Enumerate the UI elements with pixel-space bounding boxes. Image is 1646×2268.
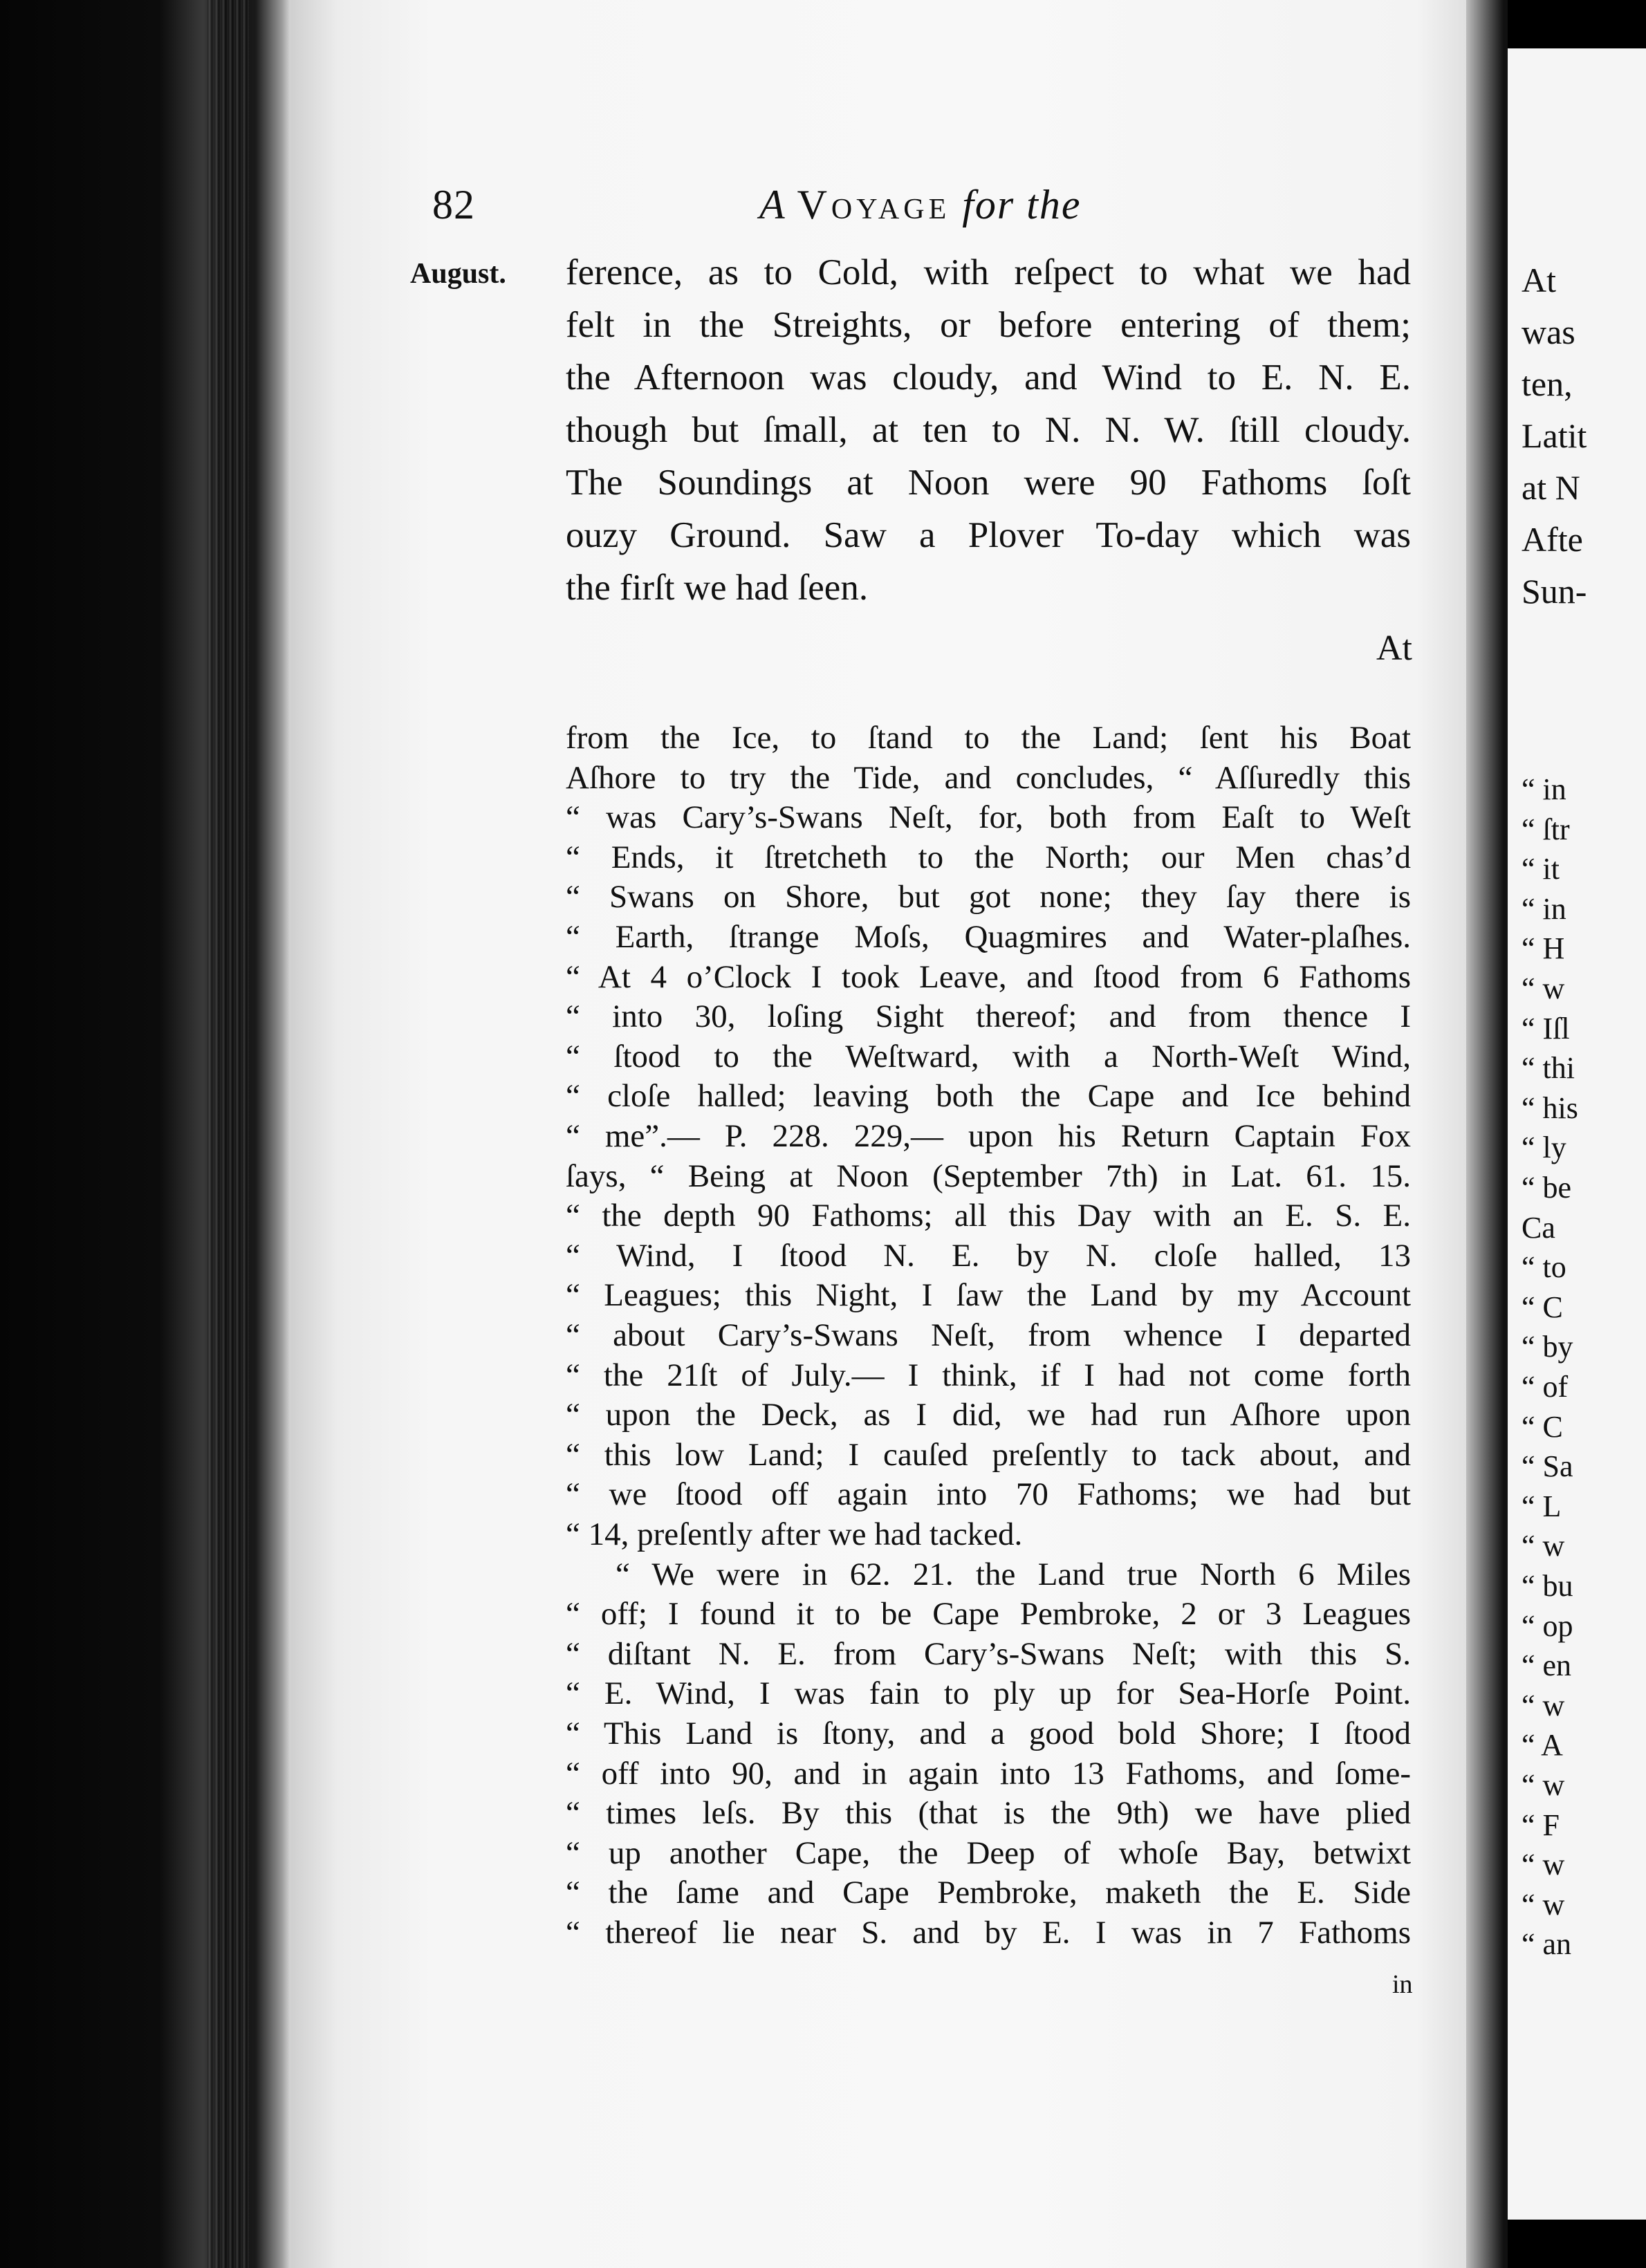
adjacent-page-footnote-line: “ H <box>1522 931 1565 966</box>
adjacent-page-footnote-line: Ca <box>1522 1210 1555 1245</box>
adjacent-page-footnote-line: “ an <box>1522 1927 1572 1962</box>
adjacent-page-footnote-line: “ w <box>1522 1848 1565 1882</box>
footnote-line: “ 14, preſently after we had tacked. <box>566 1516 1023 1552</box>
main-paragraph-line: the firſt we had ſeen. <box>566 568 869 608</box>
adjacent-page-footnote-line: “ w <box>1522 972 1565 1005</box>
running-title <box>759 181 1082 229</box>
footnote-line: “ me”.— P. 228. 229,— upon his Return Captain Fox <box>566 1118 1411 1154</box>
margin-note-date: August. <box>410 258 506 290</box>
adjacent-page-line: at N <box>1522 468 1580 507</box>
adjacent-page-line: Sun- <box>1522 572 1587 611</box>
footnote-line: “ cloſe halled; leaving both the Cape and Ice behind <box>566 1078 1411 1115</box>
footnote-line: “ Wind, I ſtood N. E. by N. cloſe halled, 13 <box>566 1237 1411 1274</box>
running-title-small-caps: Voyage <box>797 182 951 227</box>
catchword-footnote: in <box>1392 1970 1413 1999</box>
adjacent-page-footnote-line: “ ſtr <box>1522 812 1570 846</box>
adjacent-page-footnote-line: “ be <box>1522 1171 1572 1205</box>
adjacent-page-footnote-line: “ Sa <box>1522 1449 1573 1484</box>
footnote-line: “ we ſtood off again into 70 Fathoms; we had but <box>566 1476 1411 1513</box>
adjacent-page-footnote-line: “ ly <box>1522 1131 1566 1165</box>
main-paragraph-line: ference, as to Cold, with reſpect to what we had <box>566 252 1411 292</box>
adjacent-page-footnote-line: “ A <box>1522 1728 1563 1763</box>
adjacent-page-footnote-line: “ L <box>1522 1489 1562 1523</box>
adjacent-page-footnote-line: “ of <box>1522 1370 1569 1404</box>
adjacent-page-footnote-line: “ to <box>1522 1250 1566 1285</box>
adjacent-page-footnote-line: “ F <box>1522 1807 1560 1842</box>
adjacent-page-line: Afte <box>1522 520 1583 559</box>
adjacent-page-fragment <box>1508 48 1646 2220</box>
footnote-line: “ into 30, loſing Sight thereof; and from thence I <box>566 998 1411 1035</box>
adjacent-page-footnote-line: “ en <box>1522 1648 1572 1683</box>
adjacent-page-line: At <box>1522 261 1556 299</box>
footnote-line: “ the depth 90 Fathoms; all this Day with an E. S. E. <box>566 1198 1411 1234</box>
adjacent-page-footnote-line: “ w <box>1522 1768 1565 1802</box>
adjacent-page-line: ten, <box>1522 364 1573 403</box>
footnote-line: “ about Cary’s-Swans Neſt, from whence I departed <box>566 1317 1411 1353</box>
running-title-suffix: for the <box>962 182 1082 227</box>
footnote-line: “ Ends, it ſtretcheth to the North; our Men chas’d <box>566 839 1411 875</box>
adjacent-page-footnote-line: “ thi <box>1522 1051 1575 1086</box>
adjacent-page-footnote-line: “ Iſl <box>1522 1011 1570 1045</box>
footnote-line: Aſhore to try the Tide, and concludes, “ Aſſuredly this <box>566 759 1411 796</box>
page-number: 82 <box>432 182 475 227</box>
adjacent-page-footnote-line: “ his <box>1522 1090 1578 1125</box>
footnote-line: “ the ſame and Cape Pembroke, maketh the E. Side <box>566 1875 1411 1911</box>
adjacent-page-line: was <box>1522 313 1575 351</box>
footnote-line: “ upon the Deck, as I did, we had run Aſhore upon <box>566 1397 1411 1433</box>
adjacent-page-footnote-line: “ C <box>1522 1290 1563 1324</box>
main-paragraph-line: The Soundings at Noon were 90 Fathoms ſoſt <box>566 463 1411 503</box>
main-paragraph-line: the Afternoon was cloudy, and Wind to E. N. E. <box>566 357 1411 398</box>
footnote-line: “ the 21ſt of July.— I think, if I had not come forth <box>566 1357 1411 1393</box>
footnote-line: “ Leagues; this Night, I ſaw the Land by my Account <box>566 1277 1411 1314</box>
adjacent-page-footnote-line: “ by <box>1522 1330 1573 1364</box>
running-title-prefix: A <box>759 182 786 227</box>
footnote-line: “ At 4 o’Clock I took Leave, and ſtood from 6 Fathoms <box>566 958 1411 995</box>
adjacent-page-footnote-line: “ it <box>1522 852 1560 886</box>
main-paragraph-line: ouzy Ground. Saw a Plover To-day which was <box>566 515 1411 555</box>
main-paragraph-line: felt in the Streights, or before entering of them; <box>566 305 1411 345</box>
page-fold-shadow <box>1466 0 1508 2268</box>
footnote-line: “ thereof lie near S. and by E. I was in 7 Fathoms <box>566 1915 1411 1951</box>
adjacent-page-footnote-line: “ C <box>1522 1409 1563 1444</box>
catchword-main: At <box>1376 629 1412 668</box>
footnote-line: ſays, “ Being at Noon (September 7th) in Lat. 61. 15. <box>566 1158 1411 1194</box>
page-edges <box>207 0 249 2268</box>
footnote-line: from the Ice, to ſtand to the Land; ſent his Boat <box>566 720 1411 756</box>
adjacent-page-footnote-line: “ w <box>1522 1688 1565 1722</box>
footnote-line: “ E. Wind, I was fain to ply up for Sea-Horſe Point. <box>566 1675 1411 1712</box>
footnote-line: “ This Land is ſtony, and a good bold Shore; I ſtood <box>566 1716 1411 1751</box>
footnote-line: “ was Cary’s-Swans Neſt, for, both from Eaſt to Weſt <box>566 799 1411 836</box>
adjacent-page-footnote-line: “ w <box>1522 1887 1565 1922</box>
footnote-line: “ off into 90, and in again into 13 Fathoms, and ſome- <box>566 1755 1411 1792</box>
footnote-line: “ ſtood to the Weſtward, with a North-Weſt Wind, <box>566 1038 1411 1075</box>
footnote-line: “ We were in 62. 21. the Land true North 6 Miles <box>616 1556 1411 1592</box>
adjacent-page-footnote-line: “ in <box>1522 772 1566 806</box>
adjacent-page-footnote-line: “ w <box>1522 1529 1565 1563</box>
adjacent-page-line: Latit <box>1522 416 1587 455</box>
main-paragraph-line: though but ſmall, at ten to N. N. W. ſtill cloudy. <box>566 410 1411 450</box>
footnote-line: “ Earth, ſtrange Moſs, Quagmires and Water-plaſhes. <box>566 919 1411 955</box>
book-binding-gutter <box>0 0 290 2268</box>
footnote-line: “ up another Cape, the Deep of whoſe Bay, betwixt <box>566 1834 1411 1871</box>
adjacent-page-footnote-line: “ op <box>1522 1608 1573 1643</box>
adjacent-page-footnote-line: “ in <box>1522 891 1566 926</box>
footnote-line: “ times leſs. By this (that is the 9th) we have plied <box>566 1795 1411 1832</box>
footnote-line: “ diſtant N. E. from Cary’s-Swans Neſt; with this S. <box>566 1635 1411 1672</box>
footnote-line: “ this low Land; I cauſed preſently to tack about, and <box>566 1436 1411 1473</box>
adjacent-page-footnote-line: “ bu <box>1522 1569 1573 1603</box>
footnote-line: “ off; I found it to be Cape Pembroke, 2 or 3 Leagues <box>566 1596 1411 1633</box>
footnote-line: “ Swans on Shore, but got none; they ſay there is <box>566 879 1411 915</box>
